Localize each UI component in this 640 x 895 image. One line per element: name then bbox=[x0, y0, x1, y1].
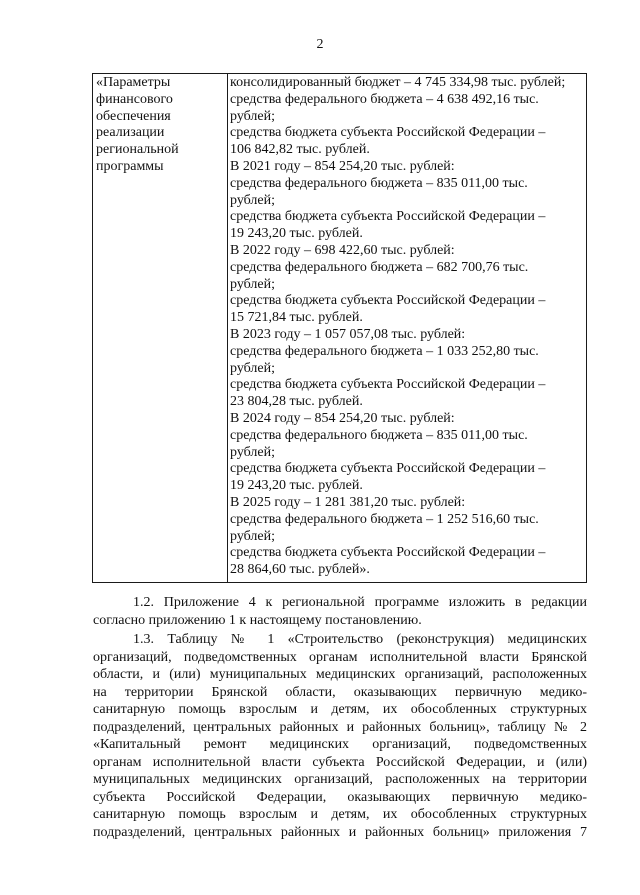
label-line: программы bbox=[96, 158, 164, 174]
value-line: средства бюджета субъекта Российской Федерации – bbox=[230, 377, 546, 393]
value-line: рублей; bbox=[230, 444, 275, 460]
paragraph-1-3 bbox=[93, 631, 587, 841]
value-line: рублей; bbox=[230, 108, 275, 124]
value-line: средства федерального бюджета – 682 700,76 тыс. bbox=[230, 259, 529, 275]
paragraph-line: субъекта Российской Федерации, оказывающих первичную медико- bbox=[93, 789, 587, 805]
paragraph-line: 1.2. Приложение 4 к региональной программе изложить в редакции bbox=[133, 595, 587, 610]
paragraph-line: организаций, подведомственных органам исполнительной власти Брянской bbox=[93, 649, 587, 665]
paragraph-line: согласно приложению 1 к настоящему постановлению. bbox=[93, 612, 422, 628]
paragraph-line: санитарную помощь взрослым и детям, их обособленных структурных bbox=[93, 807, 587, 822]
table-row bbox=[93, 74, 587, 583]
parameter-label-cell bbox=[93, 74, 228, 583]
paragraph-line: «Капитальный ремонт медицинских организаций, подведомственных bbox=[93, 737, 587, 752]
value-line: В 2022 году – 698 422,60 тыс. рублей: bbox=[230, 242, 455, 258]
value-line: средства бюджета субъекта Российской Федерации – bbox=[230, 545, 546, 561]
value-line: средства федерального бюджета – 1 252 516,60 тыс. bbox=[230, 511, 539, 527]
value-line: рублей; bbox=[230, 276, 275, 292]
paragraph-1-2 bbox=[93, 594, 587, 629]
value-line: средства федерального бюджета – 1 033 252,80 тыс. bbox=[230, 343, 539, 359]
value-line: рублей; bbox=[230, 360, 275, 376]
value-line: 28 864,60 тыс. рублей». bbox=[230, 562, 370, 578]
paragraph-line: органам исполнительной власти субъекта Российской Федерации, и (или) bbox=[93, 754, 587, 770]
body-text bbox=[93, 594, 587, 841]
value-line: средства федерального бюджета – 4 638 492,16 тыс. bbox=[230, 91, 539, 107]
value-line: 19 243,20 тыс. рублей. bbox=[230, 226, 363, 242]
paragraph-line: санитарную помощь взрослым и детям, их обособленных структурных bbox=[93, 702, 587, 717]
financing-parameters-table bbox=[92, 73, 587, 583]
paragraph-line: подразделений, центральных районных и районных больниц», таблицу № 2 bbox=[93, 719, 587, 735]
value-line: В 2024 году – 854 254,20 тыс. рублей: bbox=[230, 410, 455, 426]
value-line: средства бюджета субъекта Российской Федерации – bbox=[230, 461, 546, 477]
value-line: средства федерального бюджета – 835 011,00 тыс. bbox=[230, 175, 528, 191]
value-line: консолидированный бюджет – 4 745 334,98 тыс. рублей; bbox=[230, 75, 566, 90]
value-line: рублей; bbox=[230, 192, 275, 208]
label-line: «Параметры bbox=[96, 75, 171, 90]
value-line: средства бюджета субъекта Российской Федерации – bbox=[230, 209, 546, 225]
paragraph-line: области, и (или) муниципальных медицинских организаций, расположенных bbox=[93, 667, 587, 682]
label-line: финансового bbox=[96, 91, 173, 107]
value-line: 15 721,84 тыс. рублей. bbox=[230, 310, 363, 326]
value-line: 23 804,28 тыс. рублей. bbox=[230, 394, 363, 410]
label-line: реализации bbox=[96, 125, 165, 141]
value-line: средства бюджета субъекта Российской Федерации – bbox=[230, 293, 546, 309]
value-line: В 2023 году – 1 057 057,08 тыс. рублей: bbox=[230, 326, 466, 342]
value-line: рублей; bbox=[230, 528, 275, 544]
value-line: 19 243,20 тыс. рублей. bbox=[230, 478, 363, 494]
value-line: В 2021 году – 854 254,20 тыс. рублей: bbox=[230, 158, 455, 174]
value-line: 106 842,82 тыс. рублей. bbox=[230, 142, 370, 158]
value-line: В 2025 году – 1 281 381,20 тыс. рублей: bbox=[230, 494, 466, 510]
paragraph-line: на территории Брянской области, оказывающих первичную медико- bbox=[93, 684, 587, 700]
value-line: средства федерального бюджета – 835 011,00 тыс. bbox=[230, 427, 528, 443]
paragraph-line: 1.3. Таблицу № 1 «Строительство (реконструкция) медицинских bbox=[133, 632, 587, 647]
parameter-value-cell bbox=[228, 74, 587, 583]
page-number: 2 bbox=[316, 37, 324, 52]
paragraph-line: муниципальных медицинских организаций, расположенных на территории bbox=[93, 772, 587, 787]
label-line: обеспечения bbox=[96, 108, 171, 124]
paragraph-line: подразделений, центральных районных и районных больниц» приложения 7 bbox=[93, 824, 587, 840]
value-line: средства бюджета субъекта Российской Федерации – bbox=[230, 125, 546, 141]
label-line: региональной bbox=[96, 142, 179, 158]
